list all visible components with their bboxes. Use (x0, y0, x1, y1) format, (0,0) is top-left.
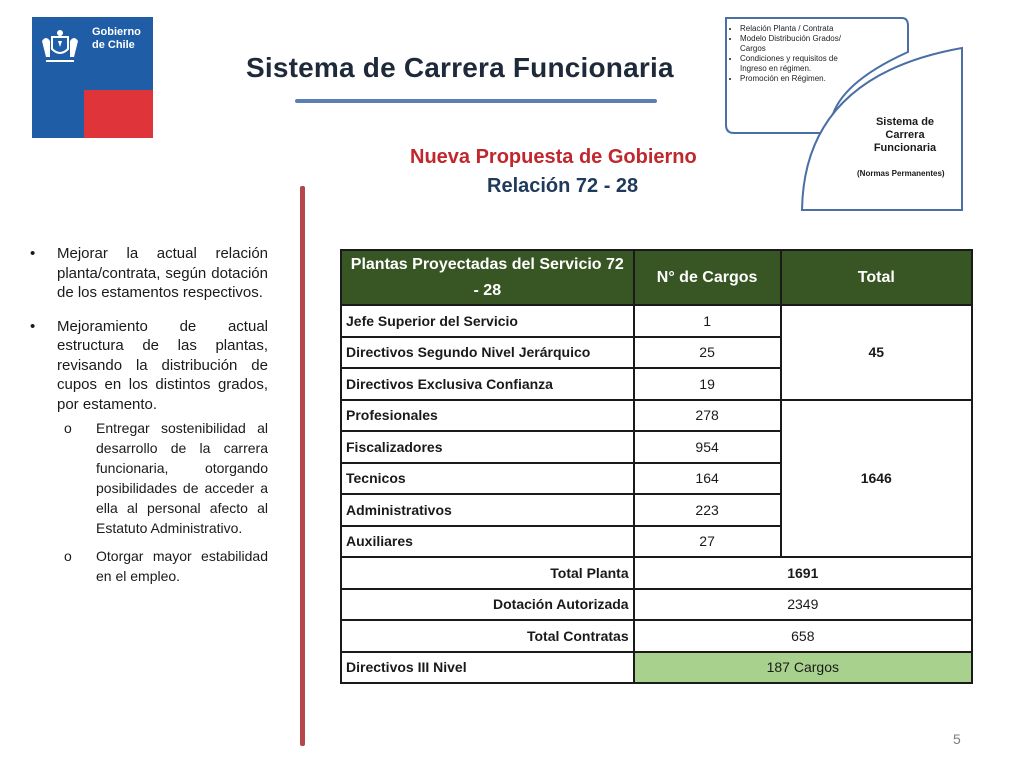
summary-row (341, 589, 972, 621)
diagram-note: (Normas Permanentes) (857, 169, 945, 178)
summary-label: Total Contratas (341, 620, 634, 652)
row-value: 27 (634, 526, 781, 558)
table-header-row (341, 250, 972, 305)
bullet-dot-icon: • (30, 245, 36, 262)
diagram-bullet: • Condiciones y requisitos de Ingreso en régimen. (740, 54, 858, 74)
diagram-center-label: Sistema de Carrera Funcionaria (873, 116, 937, 154)
bullet-text: Mejorar la actual relación planta/contrata, según dotación de los estamentos respectivos. (57, 245, 268, 301)
highlighted-value: 187 Cargos (634, 652, 972, 684)
summary-value: 1691 (634, 557, 972, 589)
subtitle-ratio: Relación 72 - 28 (487, 175, 639, 197)
table-row (341, 305, 972, 337)
row-value: 19 (634, 368, 781, 400)
row-label: Profesionales (341, 400, 634, 432)
summary-label: Dotación Autorizada (341, 589, 634, 621)
row-value: 954 (634, 431, 781, 463)
summary-row (341, 620, 972, 652)
summary-value: 2349 (634, 589, 972, 621)
summary-value: 658 (634, 620, 972, 652)
row-label: Auxiliares (341, 526, 634, 558)
diagram-bullet: • Relación Planta / Contrata (740, 24, 858, 34)
row-label: Fiscalizadores (341, 431, 634, 463)
bullet-item (30, 244, 268, 303)
header-cargos: N° de Cargos (634, 250, 781, 305)
page-number: 5 (953, 731, 961, 747)
sub-bullet-text: Entregar sostenibilidad al desarrollo de la carrera funcionaria, otorgando posibilidades de acceder a ella al personal afecto al Estatuto Administrativo. (96, 420, 268, 536)
row-label: Jefe Superior del Servicio (341, 305, 634, 337)
row-label: Directivos Segundo Nivel Jerárquico (341, 337, 634, 369)
sub-bullet-text: Otorgar mayor estabilidad en el empleo. (96, 548, 268, 584)
summary-row (341, 557, 972, 589)
sub-bullet-item (30, 418, 268, 538)
row-value: 223 (634, 494, 781, 526)
table-row (341, 652, 972, 684)
circle-bullet-icon: o (64, 420, 72, 436)
row-value: 164 (634, 463, 781, 495)
diagram-bullet-list (728, 24, 858, 84)
row-label: Directivos III Nivel (341, 652, 634, 684)
left-bullets (30, 244, 268, 586)
plantas-table (340, 249, 973, 684)
logo-line-2: de Chile (92, 39, 135, 51)
title-underline (295, 99, 657, 103)
sub-bullet-item (30, 546, 268, 586)
group-total: 45 (781, 305, 972, 400)
vertical-divider (300, 186, 305, 746)
table-row (341, 400, 972, 432)
logo-line-1: Gobierno (92, 26, 141, 38)
circle-bullet-icon: o (64, 548, 72, 564)
header-total: Total (781, 250, 972, 305)
row-value: 25 (634, 337, 781, 369)
row-label: Administrativos (341, 494, 634, 526)
bullet-item (30, 317, 268, 415)
bullet-dot-icon: • (30, 317, 36, 335)
header-plantas: Plantas Proyectadas del Servicio 72 - 28 (341, 250, 634, 305)
subtitle: Nueva Propuesta de Gobierno (410, 146, 697, 168)
row-label: Tecnicos (341, 463, 634, 495)
row-label: Directivos Exclusiva Confianza (341, 368, 634, 400)
row-value: 278 (634, 400, 781, 432)
page-title: Sistema de Carrera Funcionaria (246, 52, 674, 83)
coat-of-arms-icon (38, 27, 82, 67)
summary-label: Total Planta (341, 557, 634, 589)
row-value: 1 (634, 305, 781, 337)
gobierno-de-chile-logo (32, 17, 153, 138)
diagram-bullet: • Modelo Distribución Grados/ Cargos (740, 34, 858, 54)
group-total: 1646 (781, 400, 972, 558)
carrera-diagram (720, 16, 970, 216)
diagram-bullet: • Promoción en Régimen. (740, 74, 858, 84)
bullet-text: Mejoramiento de actual estructura de las plantas, revisando la distribución de cupos en los distintos grados, por estamento. (57, 317, 268, 413)
